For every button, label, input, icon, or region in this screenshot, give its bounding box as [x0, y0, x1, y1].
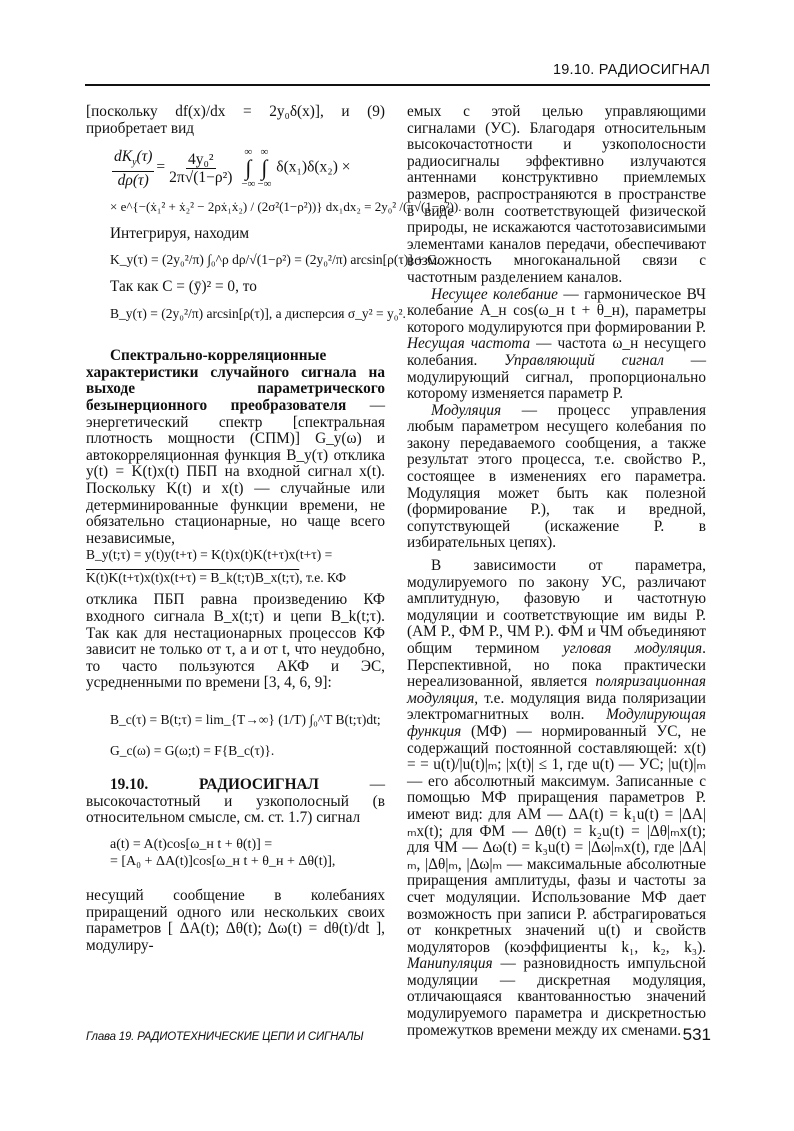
term-modulating-function: Модулирующая функция — [407, 706, 706, 740]
section-title: Спектрально-корреляционные характеристики случайного сигнала на выходе параметрического безынерционного преобразователя — [86, 347, 385, 414]
paragraph: несущий сообщение в колебаниях приращений одного или нескольких своих параметров [ ΔA(t); Δθ(t); Δω(t) = dθ(t)/dt ], модулиру- — [86, 887, 385, 954]
eq4b-tail: , т.е. КФ — [299, 569, 347, 585]
footer-chapter: Глава 19. РАДИОТЕХНИЧЕСКИЕ ЦЕПИ И СИГНАЛЫ — [86, 1031, 364, 1043]
term-manipulation: Манипуляция — [407, 955, 493, 973]
text: В зависимости от параметра, модулируемого по закону УС, различают амплитудную, фазовую и частотную модуляции и соответствующие им виды Р. (АМ Р., ФМ Р., ЧМ Р.). ФМ и ЧМ объединяют общим термином — [407, 557, 706, 657]
page-number: 531 — [682, 1025, 711, 1044]
eq4b-main: K(t)K(t+τ)x(t)x(t+τ) = B_k(t;τ)B_x(t;τ) — [86, 569, 300, 585]
equation-at-expanded: = [A₀ + ΔA(t)]cos[ω_н t + θ_н + Δθ(t)], — [110, 853, 336, 869]
term-carrier-frequency: Несущая частота — [407, 335, 531, 353]
equation-ky: K_y(τ) = (2y₀²/π) ∫₀^ρ dρ/√(1−ρ²) = (2y₀²/π) arcsin[ρ(τ)] + C. — [110, 252, 440, 268]
text: — модулирующий сигнал, пропорционально которому изменяется параметр Р. — [407, 351, 706, 403]
eq1-numerator: 4y₀² — [188, 150, 214, 168]
text: т.е. модуляция вида поляризации электромагнитных волн. — [407, 689, 706, 724]
term-carrier-oscillation: Несущее колебание — [431, 285, 558, 303]
term-polarization-modulation: поляризационная модуляция, — [407, 673, 706, 707]
text: (МФ) — нормированный УС, не содержащий постоянной составляющей: x(t) = = u(t)/|u(t)|ₘ; |x(t)| ≤ 1, где u(t) — УС; |u(t)|ₘ — его абсолютный максимум. Записанные с помощью МФ приращения параметров Р. имеют вид: для АМ — ΔA(t) = k₁u(t) = |ΔA|ₘx(t); для ФМ — Δθ(t) = k₂u(t) = |Δθ|ₘx(t); для ЧМ — Δω(t) = k₃u(t) = |Δω|ₘx(t), где |ΔA|ₘ, |Δθ|ₘ, |Δω|ₘ — максимальные абсолютные приращения амплитуды, фазы и частоты за счет модуляции. Использование МФ дает возможность при записи Р. абстрагироваться от конкретных значений u(t) и свойств модуляторов (коэффициенты k₁, k₂, k₃). — [407, 722, 706, 956]
paragraph: отклика ПБП равна произведению КФ входного сигнала B_x(t;τ) и цепи B_k(t;τ). Так как для нестационарных процессов КФ зависит не только от τ, а и от t, что неудобно, то часто пользуются АКФ и ЭС, усредненными по времени [3, 4, 6, 9]: — [86, 591, 385, 692]
right-column — [407, 104, 706, 1039]
paragraph: Интегрируя, находим — [110, 224, 250, 242]
text: — разновидность импульсной модуляции — дискретная модуляция, отличающаяся квантованностью значений модулируемого параметра и дискретностью промежутков времени между их сменами. — [407, 955, 706, 1039]
text: . Перспективной, но пока практически нереализованной, является — [407, 640, 706, 691]
equation-dky: $\frac{dK_y(\tau)}{d\rho(\tau)}$ = $\frac{\text{4y₀²}}{\text{2π√(1−ρ²)}}$ ∞ ∫ −∞ ∞ ∫ −∞ δ(x₁)δ(x₂) × — [114, 146, 351, 191]
eq1-integrand: δ(x₁)δ(x₂) × — [276, 158, 351, 176]
equation-by-t: B_y(t;τ) = y(t)y(t+τ) = K(t)x(t)K(t+τ)x(t+τ) = — [86, 547, 333, 563]
term-modulation: Модуляция — [431, 401, 502, 419]
left-column — [86, 103, 462, 955]
equation-bc: B_c(τ) = B(t;τ) = lim_{T→∞} (1/T) ∫₀^T B(t;τ)dt; — [110, 712, 381, 728]
paragraph-carrier — [407, 287, 706, 403]
equation-by — [86, 305, 406, 323]
paragraph: [поскольку df(x)/dx = 2y₀δ(x)], и (9) приобретает вид — [86, 103, 385, 137]
equation-gc: G_c(ω) = G(ω;t) = F{B_c(τ)}. — [110, 742, 275, 758]
header-rule — [85, 84, 710, 86]
term-angle-modulation: угловая модуляция — [563, 640, 703, 657]
equation-at: a(t) = A(t)cos[ω_н t + θ(t)] = — [110, 837, 273, 852]
section-body: — энергетический спектр [спектральная плотность мощности (СПМ)] G_y(ω) и автокорреляционная функция B_y(τ) отклика y(t) = K(t)x(t) ПБП на входной сигнал x(t). Поскольку K(t) и x(t) — случайные или детерминированные функции времени, не обязательно стационарные, но чаще всего независимые, — [86, 396, 385, 547]
term-control-signal: Управляющий сигнал — [504, 351, 664, 369]
radiosignal-body: — высокочастотный и узкополосный (в относительном смысле, см. ст. 1.7) сигнал — [86, 776, 385, 827]
eq1-denominator: 2π√(1−ρ²) — [169, 168, 233, 186]
text: — гармоническое ВЧ колебание A_н cos(ω_н t + θ_н), параметры которого модулируются при формировании Р. — [407, 285, 706, 336]
running-head: 19.10. РАДИОСИГНАЛ — [552, 62, 710, 78]
eq1-continuation: × e^{−(ẋ₁² + ẋ₂² − 2ρẋ₁ẋ₂) / (2σ²(1−ρ²))} dx₁dx₂ = 2y₀² /(π√(1−ρ²)). — [110, 199, 462, 215]
text: — процесс управления любым параметром несущего колебания по закону передаваемого сообщения, а также результат этого процесса, т.е. свойство Р., состоящее в изменениях его параметра. Модуляция может быть как полезной (формирование Р.), так и вредной, сопутствующей (искажение Р. в избирательных цепях). — [407, 401, 706, 552]
eq3-main: B_y(τ) = (2y₀²/π) arcsin[ρ(τ)] — [110, 305, 269, 321]
equation-continuation — [86, 199, 462, 216]
paragraph-modulation-types — [407, 558, 706, 1039]
section-paragraph — [86, 348, 385, 547]
paragraph: емых с этой целью управляющими сигналами (УС). Благодаря относительным высокочастотности и узкополосности радиосигналы эффективно излучаются антеннами конструктивно приемлемых размеров, распространяются в пространстве в виде волн соответствующей физической природы, не искажаются частотозависимыми элементами каналов передачи, обеспечивают возможность многоканальной связи с частотным разделением каналов. — [407, 103, 706, 286]
paragraph: Так как C = (ȳ)² = 0, то — [110, 277, 257, 295]
paragraph-modulation — [407, 403, 706, 552]
equation-by-product — [86, 570, 385, 587]
text: — частота ω_н несущего колебания. — [407, 335, 706, 369]
radiosignal-paragraph — [86, 777, 385, 827]
eq3-tail: , а дисперсия σ_y² = y₀². — [268, 305, 406, 321]
radiosignal-title: 19.10. РАДИОСИГНАЛ — [110, 776, 319, 794]
